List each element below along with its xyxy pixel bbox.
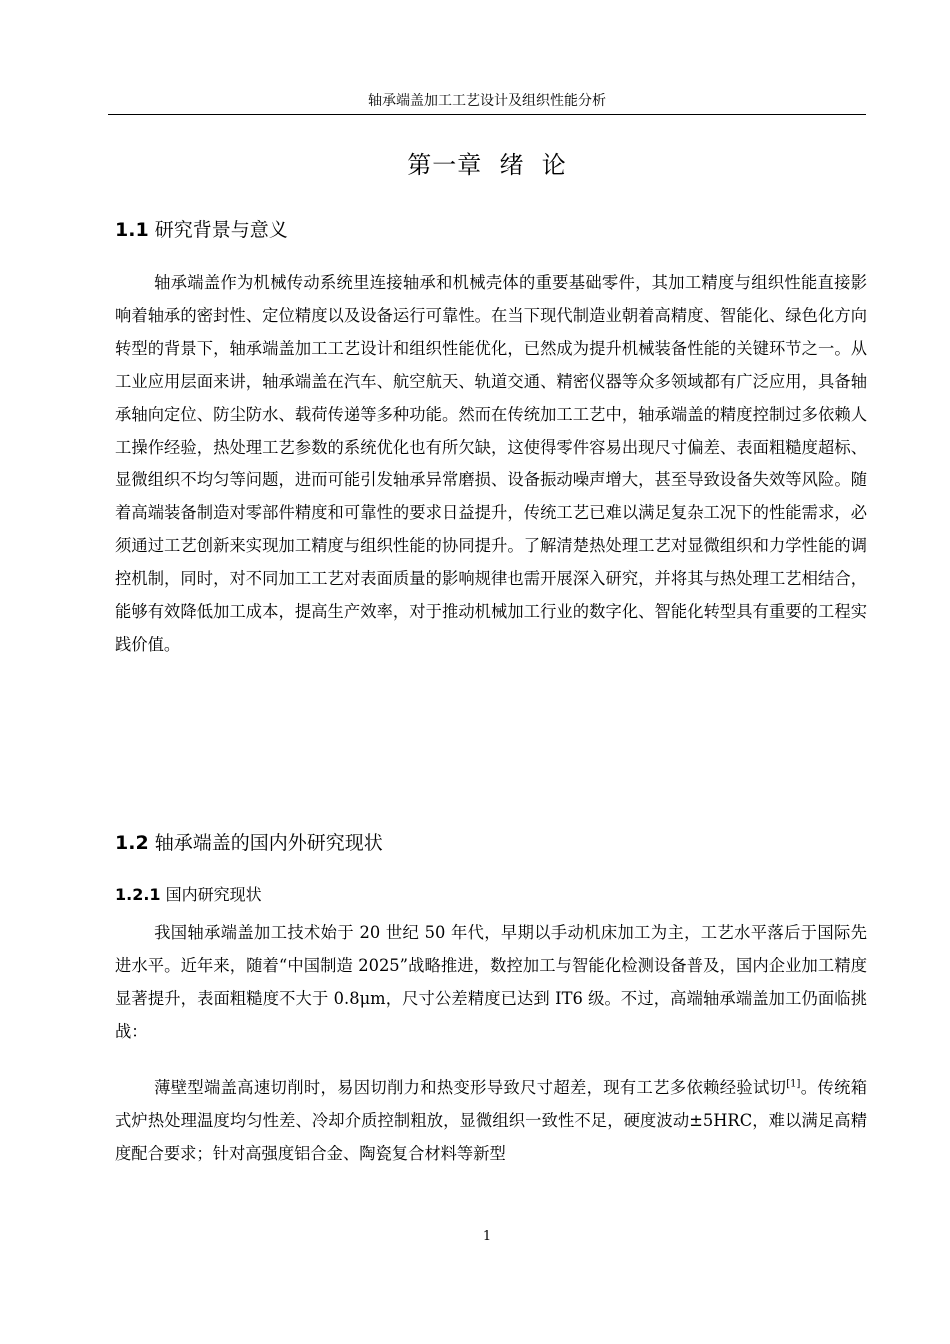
body-paragraph-domestic-1: 我国轴承端盖加工技术始于 20 世纪 50 年代，早期以手动机床加工为主，工艺水平落后于国际先进水平。近年来，随着“中国制造 2025”战略推进，数控加工与智能化检测设备普及，国内企业加工精度显著提升，表面粗糙度不大于 0.8μm，尺寸公差精度已达到 IT6 级。不过，高端轴承端盖加工仍面临挑战： [115, 923, 867, 1041]
running-header-title: 轴承端盖加工工艺设计及组织性能分析 [368, 93, 606, 109]
section-heading-1-2 [115, 830, 383, 856]
page-number: 1 [482, 1229, 492, 1244]
section-title: 轴承端盖的国内外研究现状 [154, 832, 383, 854]
subsection-heading-1-2-1 [115, 884, 262, 906]
section-number: 1.1 [115, 219, 149, 241]
section-title: 研究背景与意义 [154, 219, 288, 241]
section-number: 1.2 [115, 832, 149, 854]
subsection-number: 1.2.1 [115, 885, 161, 904]
subsection-title: 国内研究现状 [165, 885, 262, 904]
body-paragraph-domestic-2 [115, 1072, 867, 1171]
body-paragraph-background: 轴承端盖作为机械传动系统里连接轴承和机械壳体的重要基础零件，其加工精度与组织性能直接影响着轴承的密封性、定位精度以及设备运行可靠性。在当下现代制造业朝着高精度、智能化、绿色化方向转型的背景下，轴承端盖加工工艺设计和组织性能优化，已然成为提升机械装备性能的关键环节之一。从工业应用层面来讲，轴承端盖在汽车、航空航天、轨道交通、精密仪器等众多领域都有广泛应用，具备轴承轴向定位、防尘防水、载荷传递等多种功能。然而在传统加工工艺中，轴承端盖的精度控制过多依赖人工操作经验，热处理工艺参数的系统优化也有所欠缺，这使得零件容易出现尺寸偏差、表面粗糙度超标、显微组织不均匀等问题，进而可能引发轴承异常磨损、设备振动噪声增大，甚至导致设备失效等风险。随着高端装备制造对零部件精度和可靠性的要求日益提升，传统工艺已难以满足复杂工况下的性能需求，必须通过工艺创新来实现加工精度与组织性能的协同提升。了解清楚热处理工艺对显微组织和力学性能的调控机制，同时，对不同加工工艺对表面质量的影响规律也需开展深入研究，并将其与热处理工艺相结合，能够有效降低加工成本，提高生产效率，对于推动机械加工行业的数字化、智能化转型具有重要的工程实践价值。 [115, 273, 867, 654]
section-heading-1-1 [115, 217, 288, 243]
paragraph-text: 薄壁型端盖高速切削时，易因切削力和热变形导致尺寸超差，现有工艺多依赖经验试切 [154, 1078, 787, 1097]
running-header [108, 92, 866, 115]
citation-reference[interactable]: [1] [786, 1078, 801, 1090]
paragraph-text: 。传统箱式炉热处理温度均匀性差、冷却介质控制粗放，显微组织一致性不足，硬度波动±5HRC，难以满足高精度配合要求；针对高强度铝合金、陶瓷复合材料等新型 [115, 1078, 867, 1163]
chapter-title: 第一章 绪 论 [407, 151, 567, 179]
